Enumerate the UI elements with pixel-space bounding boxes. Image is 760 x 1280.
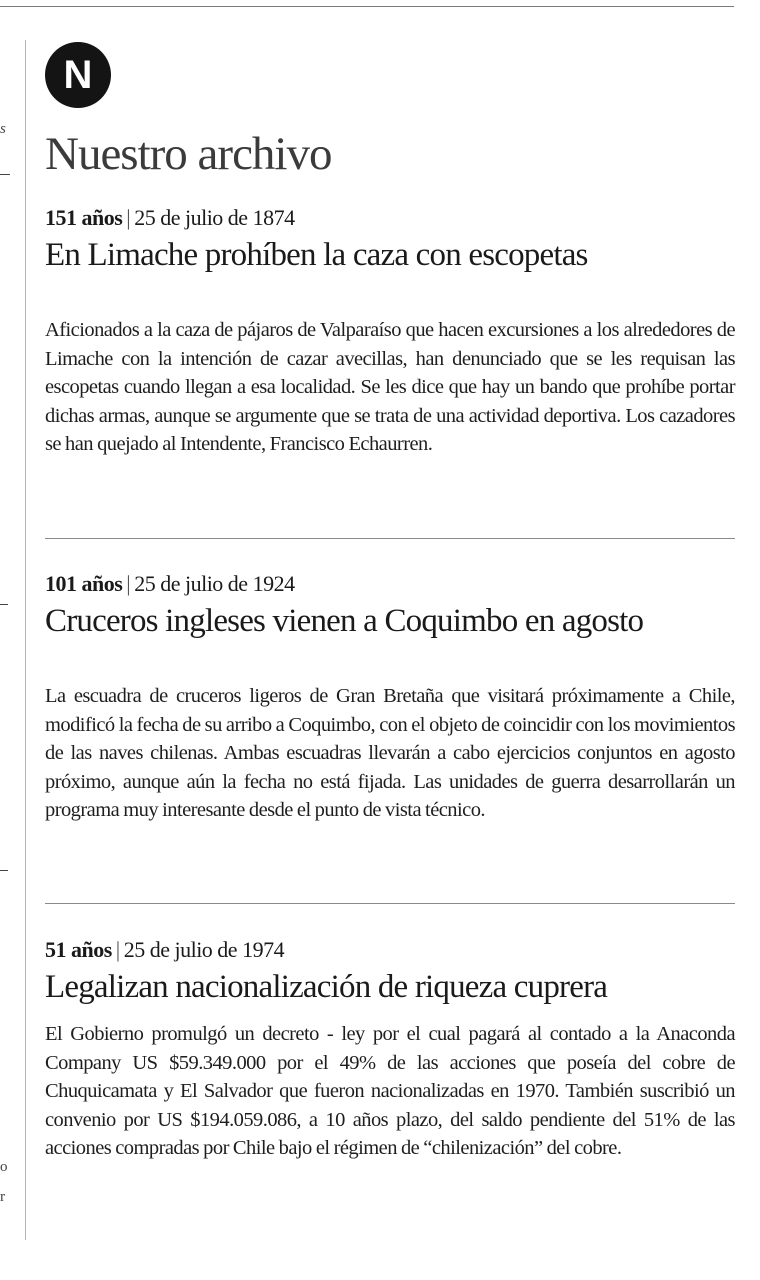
entry-body: La escuadra de cruceros ligeros de Gran Bretaña que visitará próximamente a Chile, modificó la fecha de su arribo a Coquimbo, con el objeto de coincidir con los movimientos de las naves chilenas. Ambas escuadras llevarán a cabo ejercicios conjuntos en agosto próximo, aunque aún la fecha no está fijada. Las unidades de guerra desarrollarán un programa muy interesante desde el punto de vista técnico. [45,685,735,822]
entry-years: 101 años [45,571,123,596]
entry-headline: Cruceros ingleses vienen a Coquimbo en agosto [45,603,644,639]
archive-entry [45,936,735,1160]
entry-date: 25 de julio de 1924 [134,571,295,596]
kicker-separator: | [115,937,120,962]
adjacent-column-tick [0,604,8,605]
entry-kicker [45,204,735,232]
top-rule [0,6,734,7]
entry-kicker [45,570,735,598]
entry-years: 51 años [45,937,112,962]
kicker-separator: | [126,571,131,596]
entry-divider [45,538,735,539]
adjacent-column-tick [0,174,10,175]
kicker-separator: | [126,205,131,230]
entry-body: Aficionados a la caza de pájaros de Valparaíso que hacen excursiones a los alrededores de Limache con la intención de cazar avecillas, han denunciado que se les requisan las escopetas cuando llegan a esa localidad. Se les dice que hay un bando que prohíbe portar dichas armas, aunque se argumente que se trata de una actividad deportiva. Los cazadores se han quejado al Intendente, Francisco Echaurren. [45,319,735,456]
archive-entry [45,570,735,822]
entry-date: 25 de julio de 1874 [134,205,295,230]
entry-body: El Gobierno promulgó un decreto - ley por el cual pagará al contado a la Anaconda Company US $59.349.000 por el 49% de las acciones que poseía del cobre de Chuquicamata y El Salvador que fueron nacionalizadas en 1970. También suscribió un convenio por US $194.059.086, a 10 años plazo, del saldo pendiente del 51% de las acciones compradas por Chile bajo el régimen de “chilenización” del cobre. [45,1023,735,1160]
adjacent-column-fragment: o [0,1159,8,1175]
entry-headline: Legalizan nacionalización de riqueza cuprera [45,969,608,1005]
adjacent-column-tick [0,870,8,871]
archive-entry [45,204,735,456]
adjacent-column-fragment: s [0,121,6,137]
entry-headline: En Limache prohíben la caza con escopetas [45,237,588,273]
adjacent-column-fragment: r [0,1189,5,1205]
section-logo-badge: N [45,42,111,108]
section-title: Nuestro archivo [45,128,332,180]
entry-kicker [45,936,735,964]
entry-years: 151 años [45,205,123,230]
column-divider [25,40,26,1240]
entry-date: 25 de julio de 1974 [123,937,285,962]
entry-divider [45,903,735,904]
